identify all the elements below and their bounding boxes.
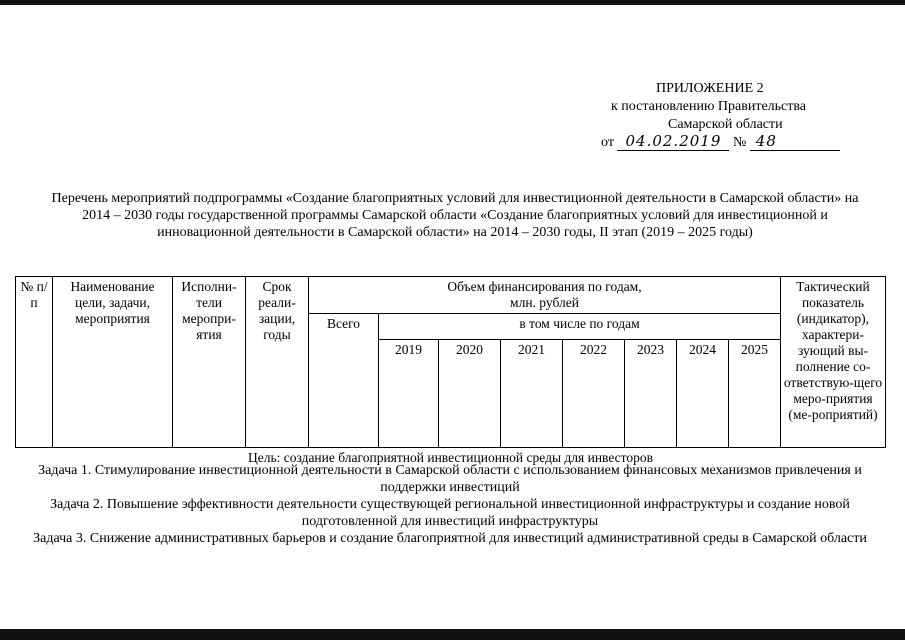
appendix-line-2: Самарской области — [668, 117, 783, 132]
header-total: Всего — [309, 314, 379, 448]
header-funding-text: Объем финансирования по годам, млн. рублей — [447, 279, 642, 310]
header-year-2022: 2022 — [563, 340, 625, 448]
header-indicator: Тактический показатель (индикатор), характери-зующий вы-полнение со-ответствую-щего меро-приятия (ме-роприятий) — [781, 277, 886, 448]
header-year-2024: 2024 — [677, 340, 729, 448]
number-prefix: № — [732, 135, 747, 150]
header-executors: Исполни-тели меропри-ятия — [173, 277, 246, 448]
appendix-title: ПРИЛОЖЕНИЕ 2 — [656, 81, 764, 96]
task-3: Задача 3. Снижение административных барьеров и создание благоприятной для инвестиций административной среды в Самарской области — [33, 531, 867, 546]
header-year-2020: 2020 — [439, 340, 501, 448]
document-title: Перечень мероприятий подпрограммы «Создание благоприятных условий для инвестиционной деятельности в Самарской области» на 2014 – 2030 годы государственной программы Самарской области «Создание благоприятных условий для инвестиционной и инновационной деятельности в Самарской области» на 2014 – 2030 годы, II этап (2019 – 2025 годы) — [51, 191, 859, 240]
header-year-2019: 2019 — [379, 340, 439, 448]
measures-table — [15, 276, 886, 468]
date-prefix: от — [601, 135, 614, 150]
tasks-list — [15, 462, 885, 547]
header-number: № п/п — [16, 277, 53, 448]
header-year-2025: 2025 — [729, 340, 781, 448]
task-1: Задача 1. Стимулирование инвестиционной деятельности в Самарской области с использованием финансовых механизмов привлечения и поддержки инвестиций — [38, 463, 862, 495]
number-value: 48 — [750, 132, 840, 151]
appendix-date-line — [601, 132, 840, 152]
header-by-years: в том числе по годам — [379, 314, 781, 340]
appendix-line-1: к постановлению Правительства — [611, 99, 807, 114]
date-value: 04.02.2019 — [617, 132, 729, 151]
goal-row: Цель: создание благоприятной инвестиционной среды для инвесторов — [16, 448, 886, 469]
header-year-2021: 2021 — [501, 340, 563, 448]
task-2: Задача 2. Повышение эффективности деятельности существующей региональной инвестиционной инфраструктуры и создание новой подготовленной для инвестиций инфраструктуры — [50, 497, 850, 529]
header-term: Срок реали-зации, годы — [246, 277, 309, 448]
scan-bottom-edge — [0, 629, 905, 640]
scan-top-edge — [0, 0, 905, 5]
header-funding — [309, 277, 781, 314]
header-year-2023: 2023 — [625, 340, 677, 448]
header-name: Наименование цели, задачи, мероприятия — [53, 277, 173, 448]
